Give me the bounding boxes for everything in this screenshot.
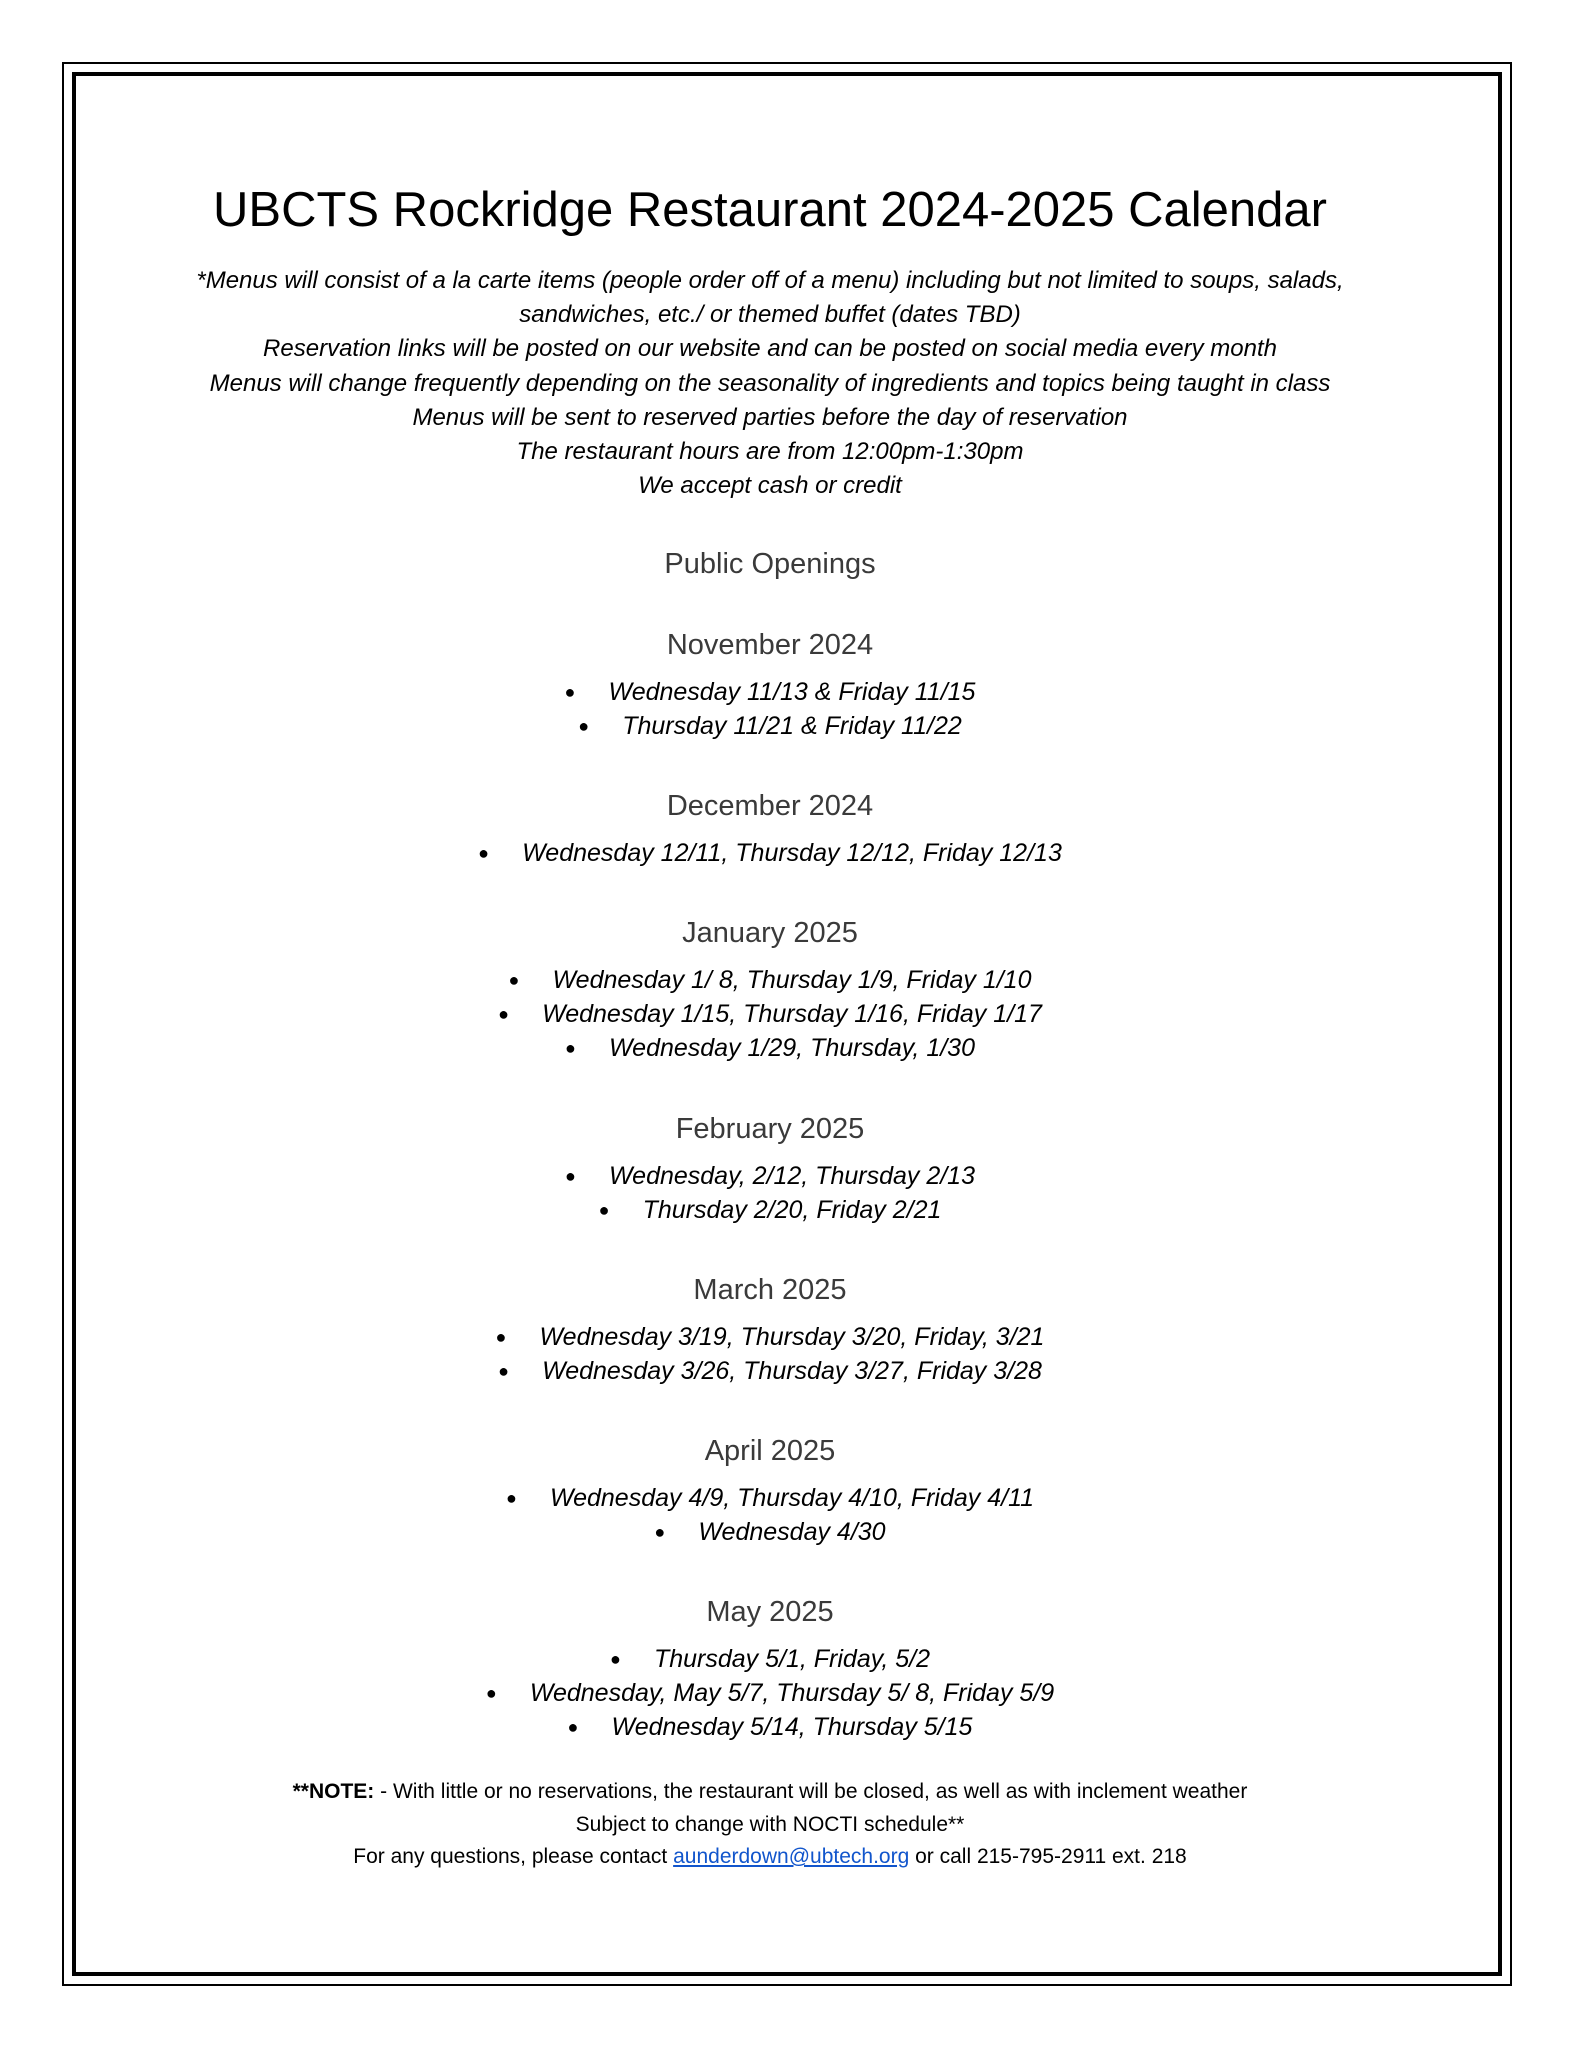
date-text: Thursday 5/1, Friday, 5/2 xyxy=(653,1645,931,1673)
email-link[interactable]: aunderdown@ubtech.org xyxy=(673,1845,910,1868)
month-heading-april: April 2025 xyxy=(704,1435,836,1467)
date-text: Thursday 2/20, Friday 2/21 xyxy=(642,1196,942,1224)
contact-prefix: For any questions, please contact xyxy=(353,1845,674,1868)
date-text: Wednesday 11/13 & Friday 11/15 xyxy=(608,678,976,706)
date-text: Wednesday 3/26, Thursday 3/27, Friday 3/28 xyxy=(542,1357,1042,1385)
month-heading-november: November 2024 xyxy=(666,629,874,661)
bullet-icon: ● xyxy=(485,1683,497,1703)
bullet-icon: ● xyxy=(498,1361,509,1381)
bullet-icon: ● xyxy=(505,1488,517,1508)
date-text: Wednesday 4/30 xyxy=(698,1518,886,1546)
date-list-item xyxy=(0,836,1540,870)
month-dates-february xyxy=(0,1159,1540,1227)
footer-note xyxy=(0,1776,1540,1874)
month-dates-march xyxy=(0,1320,1540,1388)
date-list-item xyxy=(0,1159,1540,1193)
date-list-item xyxy=(0,1642,1540,1676)
intro-notes xyxy=(0,264,1540,503)
note-line-3 xyxy=(0,1841,1540,1874)
bullet-icon: ● xyxy=(565,1038,576,1058)
public-openings-heading: Public Openings xyxy=(664,548,876,580)
date-list-item xyxy=(0,1710,1540,1744)
intro-line: Menus will be sent to reserved parties before the day of reservation xyxy=(412,403,1128,431)
bullet-icon: ● xyxy=(498,1004,509,1024)
bullet-icon: ● xyxy=(478,843,490,863)
date-list-item xyxy=(0,997,1540,1031)
month-heading-march: March 2025 xyxy=(693,1274,847,1306)
note-label: **NOTE: xyxy=(292,1780,375,1803)
intro-line: Reservation links will be posted on our website and can be posted on social media every month xyxy=(263,335,1277,363)
date-list-item xyxy=(0,709,1540,743)
date-text: Wednesday, May 5/7, Thursday 5/ 8, Friday 5/9 xyxy=(529,1679,1055,1707)
date-text: Wednesday, 2/12, Thursday 2/13 xyxy=(609,1162,975,1190)
note-text: - With little or no reservations, the restaurant will be closed, as well as with inclement weather xyxy=(374,1780,1248,1803)
month-dates-january xyxy=(0,963,1540,1065)
month-heading-january: January 2025 xyxy=(682,917,858,949)
date-text: Wednesday 3/19, Thursday 3/20, Friday, 3/21 xyxy=(539,1323,1045,1351)
page-title: UBCTS Rockridge Restaurant 2024-2025 Calendar xyxy=(213,183,1327,237)
date-list-item xyxy=(0,1676,1540,1710)
bullet-icon: ● xyxy=(654,1522,666,1542)
date-list-item xyxy=(0,1515,1540,1549)
bullet-icon: ● xyxy=(508,970,520,990)
intro-line: *Menus will consist of a la carte items (people order off of a menu) including but not limited to soups, salads, xyxy=(196,267,1344,294)
month-dates-may xyxy=(0,1642,1540,1744)
date-text: Thursday 11/21 & Friday 11/22 xyxy=(622,712,962,740)
date-list-item xyxy=(0,1481,1540,1515)
contact-suffix: or call 215-795-2911 ext. 218 xyxy=(909,1845,1187,1868)
date-list-item xyxy=(0,1193,1540,1227)
bullet-icon: ● xyxy=(495,1327,507,1347)
note-line-2: Subject to change with NOCTI schedule** xyxy=(575,1812,965,1836)
bullet-icon: ● xyxy=(598,1200,610,1220)
intro-line: The restaurant hours are from 12:00pm-1:30pm xyxy=(516,438,1024,466)
intro-line: sandwiches, etc./ or themed buffet (dates TBD) xyxy=(519,301,1021,329)
bullet-icon: ● xyxy=(565,1166,576,1186)
bullet-icon: ● xyxy=(567,1717,579,1737)
month-heading-december: December 2024 xyxy=(666,790,874,822)
date-text: Wednesday 1/29, Thursday, 1/30 xyxy=(609,1034,975,1062)
intro-line: We accept cash or credit xyxy=(638,472,902,500)
date-text: Wednesday 5/14, Thursday 5/15 xyxy=(611,1713,973,1741)
date-list-item xyxy=(0,1031,1540,1065)
month-heading-may: May 2025 xyxy=(706,1596,834,1628)
bullet-icon: ● xyxy=(578,716,590,736)
date-text: Wednesday 4/9, Thursday 4/10, Friday 4/11 xyxy=(549,1484,1035,1512)
bullet-icon: ● xyxy=(564,682,576,702)
bullet-icon: ● xyxy=(609,1649,621,1669)
date-list-item xyxy=(0,963,1540,997)
month-dates-november xyxy=(0,675,1540,743)
month-dates-december xyxy=(0,836,1540,870)
month-dates-april xyxy=(0,1481,1540,1549)
intro-line: Menus will change frequently depending on the seasonality of ingredients and topics being taught in class xyxy=(209,369,1331,397)
date-list-item xyxy=(0,1354,1540,1388)
month-heading-february: February 2025 xyxy=(675,1113,865,1145)
note-line-1 xyxy=(0,1776,1540,1809)
date-list-item xyxy=(0,1320,1540,1354)
date-text: Wednesday 12/11, Thursday 12/12, Friday 12/13 xyxy=(522,839,1062,867)
date-list-item xyxy=(0,675,1540,709)
date-text: Wednesday 1/ 8, Thursday 1/9, Friday 1/10 xyxy=(552,966,1032,994)
date-text: Wednesday 1/15, Thursday 1/16, Friday 1/17 xyxy=(542,1000,1042,1028)
